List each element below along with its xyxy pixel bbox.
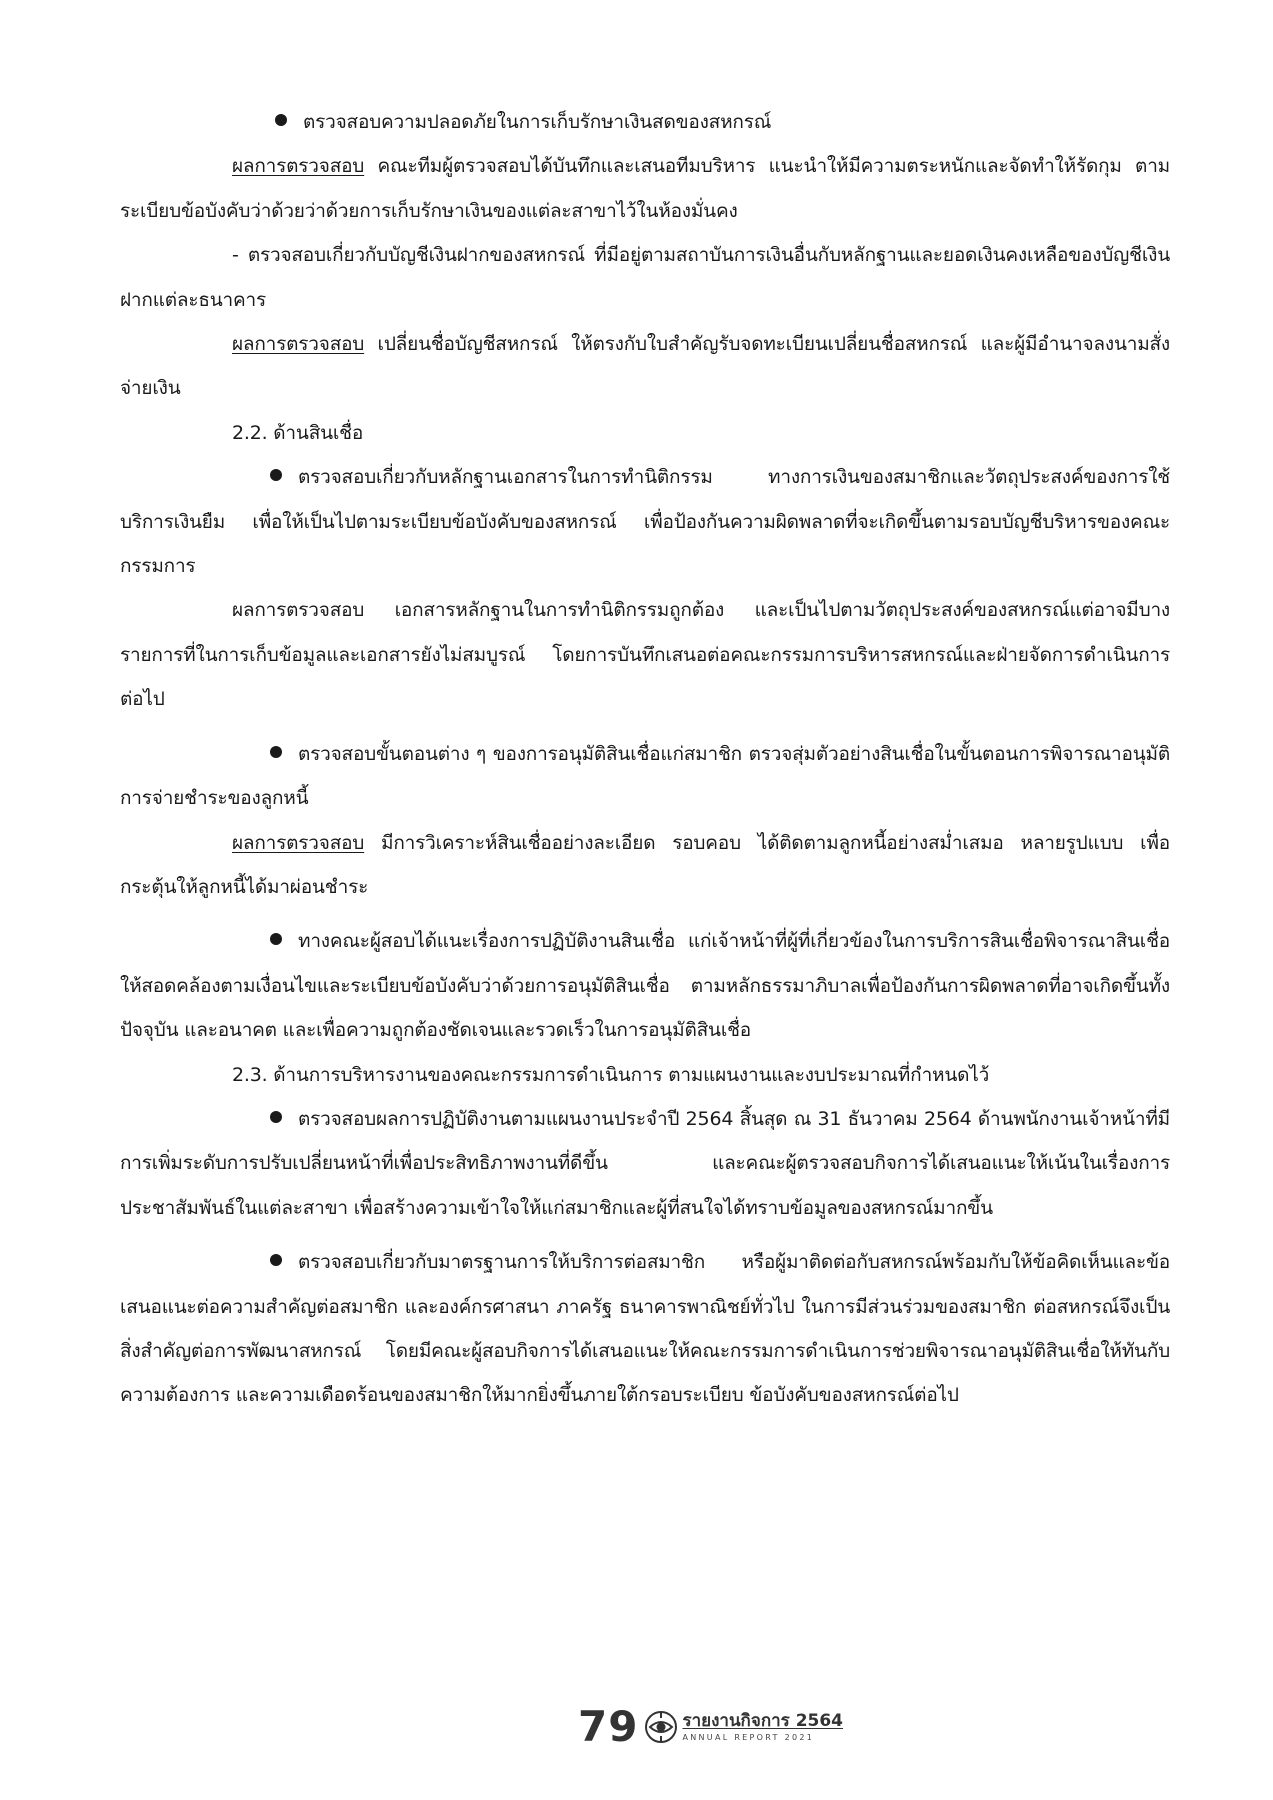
- bullet-icon: [270, 469, 282, 481]
- report-label: [682, 1710, 844, 1742]
- section-heading-2-3: 2.3. ด้านการบริหารงานของคณะกรรมการดำเนินการ ตามแผนงานและงบประมาณที่กำหนดไว้: [232, 1063, 990, 1086]
- paragraph-text: เปลี่ยนชื่อบัญชีสหกรณ์ ให้ตรงกับใบสำคัญรับจดทะเบียนเปลี่ยนชื่อสหกรณ์ และผู้มีอำนาจลงนามสั่งจ่ายเงิน: [120, 333, 1170, 400]
- bullet-text: ทางคณะผู้สอบได้แนะเรื่องการปฏิบัติงานสินเชื่อ แก่เจ้าหน้าที่ผู้ที่เกี่ยวข้องในการบริการสินเชื่อพิจารณาสินเชื่อให้สอดคล้องตามเงื่อนไขและระเบียบข้อบังคับว่าด้วยการอนุมัติสินเชื่อ ตามหลักธรรมาภิบาลเพื่อป้องกันการผิดพลาดที่อาจเกิดขึ้นทั้งปัจจุบัน และอนาคต และเพื่อความถูกต้องชัดเจนและรวดเร็วในการอนุมัติสินเชื่อ: [120, 930, 1170, 1042]
- paragraph: [120, 233, 1170, 322]
- report-title: รายงานกิจการ 2564: [682, 1710, 844, 1731]
- section-heading-2-2: 2.2. ด้านสินเชื่อ: [232, 421, 364, 444]
- bullet-icon: [270, 1254, 282, 1266]
- bullet-text: ตรวจสอบเกี่ยวกับมาตรฐานการให้บริการต่อสมาชิก หรือผู้มาติดต่อกับสหกรณ์พร้อมกับให้ข้อคิดเห็นและข้อเสนอแนะต่อความสำคัญต่อสมาชิก และองค์กรศาสนา ภาครัฐ ธนาคารพาณิชย์ทั่วไป ในการมีส่วนร่วมของสมาชิก ต่อสหกรณ์จึงเป็นสิ่งสำคัญต่อการพัฒนาสหกรณ์ โดยมีคณะผู้สอบกิจการได้เสนอแนะให้คณะกรรมการดำเนินการช่วยพิจารณาอนุมัติสินเชื่อให้ทันกับความต้องการ และความเดือดร้อนของสมาชิกให้มากยิ่งขึ้นภายใต้กรอบระเบียบ ข้อบังคับของสหกรณ์ต่อไป: [120, 1251, 1170, 1407]
- paragraph-text: - ตรวจสอบเกี่ยวกับบัญชีเงินฝากของสหกรณ์ ที่มีอยู่ตามสถาบันการเงินอื่นกับหลักฐานและยอดเงินคงเหลือของบัญชีเงินฝากแต่ละธนาคาร: [120, 244, 1170, 311]
- result-paragraph: [120, 322, 1170, 411]
- paragraph-text: ผลการตรวจสอบ เอกสารหลักฐานในการทำนิติกรรมถูกต้อง และเป็นไปตามวัตถุประสงค์ของสหกรณ์แต่อาจมีบางรายการที่ในการเก็บข้อมูลและเอกสารยังไม่สมบูรณ์ โดยการบันทึกเสนอต่อคณะกรรมการบริหารสหกรณ์และฝ่ายจัดการดำเนินการต่อไป: [120, 599, 1170, 711]
- bullet-paragraph: [120, 455, 1170, 588]
- bullet-text: ตรวจสอบความปลอดภัยในการเก็บรักษาเงินสดของสหกรณ์: [303, 111, 772, 133]
- cooperative-logo-icon: [644, 1710, 678, 1744]
- bullet-icon: [275, 114, 287, 126]
- result-paragraph: [120, 821, 1170, 910]
- bullet-text: ตรวจสอบผลการปฏิบัติงานตามแผนงานประจำปี 2564 สิ้นสุด ณ 31 ธันวาคม 2564 ด้านพนักงานเจ้าหน้าที่มีการเพิ่มระดับการปรับเปลี่ยนหน้าที่เพื่อประสิทธิภาพงานที่ดีขึ้น และคณะผู้ตรวจสอบกิจการได้เสนอแนะให้เน้นในเรื่องการประชาสัมพันธ์ในแต่ละสาขา เพื่อสร้างความเข้าใจให้แก่สมาชิกและผู้ที่สนใจได้ทราบข้อมูลของสหกรณ์มากขึ้น: [120, 1107, 1170, 1219]
- paragraph-text: มีการวิเคราะห์สินเชื่ออย่างละเอียด รอบคอบ ได้ติดตามลูกหนี้อย่างสม่ำเสมอ หลายรูปแบบ เพื่อกระตุ้นให้ลูกหนี้ได้มาผ่อนชำระ: [120, 831, 1170, 898]
- bullet-paragraph: [120, 732, 1170, 821]
- bullet-paragraph: [120, 1240, 1170, 1418]
- result-label: ผลการตรวจสอบ: [232, 333, 365, 356]
- bullet-icon: [270, 1111, 282, 1123]
- page-number: 79: [578, 1702, 639, 1751]
- page-footer: [578, 1700, 843, 1754]
- paragraph-text: คณะทีมผู้ตรวจสอบได้บันทึกและเสนอทีมบริหาร แนะนำให้มีความตระหนักและจัดทำให้รัดกุม ตามระเบียบข้อบังคับว่าด้วยว่าด้วยการเก็บรักษาเงินของแต่ละสาขาไว้ในห้องมั่นคง: [120, 155, 1170, 222]
- bullet-icon: [270, 746, 282, 758]
- bullet-icon: [270, 933, 282, 945]
- document-body: [120, 100, 1170, 1418]
- bullet-paragraph: [120, 919, 1170, 1052]
- paragraph: [120, 588, 1170, 721]
- bullet-paragraph: [120, 100, 1170, 144]
- bullet-text: ตรวจสอบขั้นตอนต่าง ๆ ของการอนุมัติสินเชื่อแก่สมาชิก ตรวจสุ่มตัวอย่างสินเชื่อในขั้นตอนการพิจารณาอนุมัติ การจ่ายชำระของลูกหนี้: [120, 742, 1170, 810]
- bullet-text: ตรวจสอบเกี่ยวกับหลักฐานเอกสารในการทำนิติกรรม ทางการเงินของสมาชิกและวัตถุประสงค์ของการใช้บริการเงินยืม เพื่อให้เป็นไปตามระเบียบข้อบังคับของสหกรณ์ เพื่อป้องกันความผิดพลาดที่จะเกิดขึ้นตามรอบบัญชีบริหารของคณะกรรมการ: [120, 466, 1170, 578]
- bullet-paragraph: [120, 1097, 1170, 1230]
- report-subtitle: ANNUAL REPORT 2021: [682, 1732, 815, 1742]
- result-paragraph: [120, 144, 1170, 233]
- result-label: ผลการตรวจสอบ: [232, 155, 365, 178]
- result-label: ผลการตรวจสอบ: [232, 831, 365, 854]
